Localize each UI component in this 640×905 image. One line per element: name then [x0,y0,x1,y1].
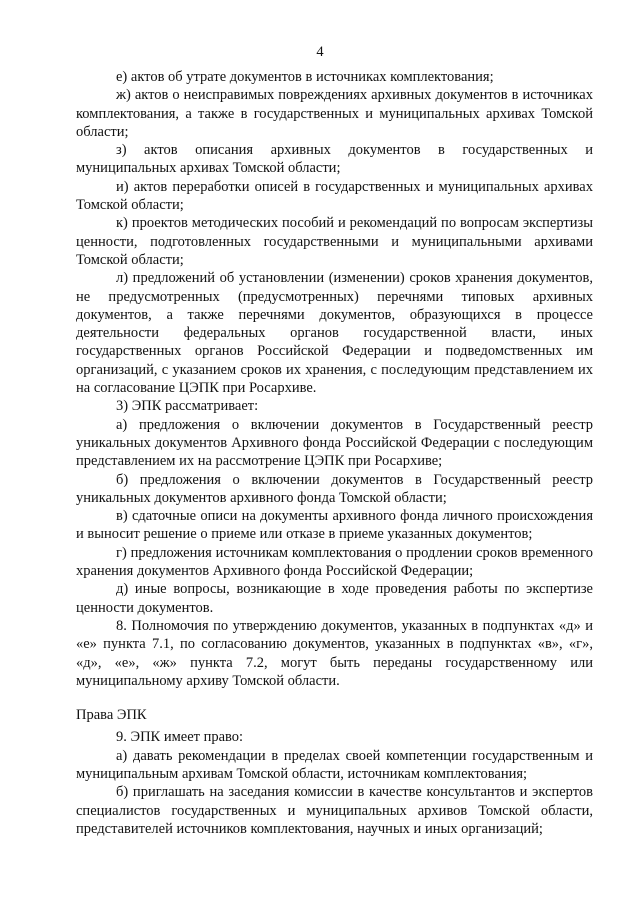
paragraph: з) актов описания архивных документов в государственных и муниципальных архивах Томской области; [76,142,593,177]
paragraph: 3) ЭПК рассматривает: [116,398,259,415]
paragraph: а) предложения о включении документов в Государственный реестр уникальных документов Архивного фонда Российской Федерации с последующим представлением их на рассмотрение ЦЭПК при Росархиве; [76,416,593,470]
section-heading: Права ЭПК [76,707,147,724]
paragraph: и) актов переработки описей в государственных и муниципальных архивах Томской области; [76,178,593,214]
paragraph: л) предложений об установлении (изменении) сроков хранения документов, не предусмотренных (предусмотренных) перечнями типовых архивных документов, а также перечнями документов, образующихся в процессе деятельности федеральных органов государственной власти, иных государственных органов Российской Федерации и подведомственных им организаций, с указанием сроков их хранения, с последующим представлением их на согласование ЦЭПК при Росархиве. [76,270,593,397]
paragraph: е) актов об утрате документов в источниках комплектования; [116,69,494,85]
paragraph: 8. Полномочия по утверждению документов, указанных в подпунктах «д» и «е» пункта 7.1, по согласованию документов, указанных в подпунктах «в», «г», «д», «е», «ж» пункта 7.2, могут быть переданы государственному или муниципальному архиву Томской области. [76,617,593,689]
paragraph: 9. ЭПК имеет право: [116,729,244,746]
paragraph: а) давать рекомендации в пределах своей компетенции государственным и муниципальным архивам Томской области, источникам комплектования; [76,747,593,782]
document-body [76,68,593,838]
paragraph: в) сдаточные описи на документы архивного фонда личного происхождения и выносит решение о приеме или отказе в приеме указанных документов; [76,508,593,543]
page-number: 4 [316,44,324,60]
paragraph: ж) актов о неисправимых повреждениях архивных документов в источниках комплектования, а также в государственных и муниципальных архивах Томской области; [76,87,593,140]
paragraph: б) приглашать на заседания комиссии в качестве консультантов и экспертов специалистов государственных и муниципальных архивов Томской области, представителей источников комплектования, научных и иных организаций; [76,784,593,837]
paragraph: д) иные вопросы, возникающие в ходе проведения работы по экспертизе ценности документов. [76,581,593,616]
paragraph: г) предложения источникам комплектования о продлении сроков временного хранения документов Архивного фонда Российской Федерации; [76,544,593,580]
paragraph: к) проектов методических пособий и рекомендаций по вопросам экспертизы ценности, подготовленных государственными и муниципальными архивами Томской области; [76,215,593,268]
paragraph: б) предложения о включении документов в Государственный реестр уникальных документов архивного фонда Томской области; [76,471,593,506]
